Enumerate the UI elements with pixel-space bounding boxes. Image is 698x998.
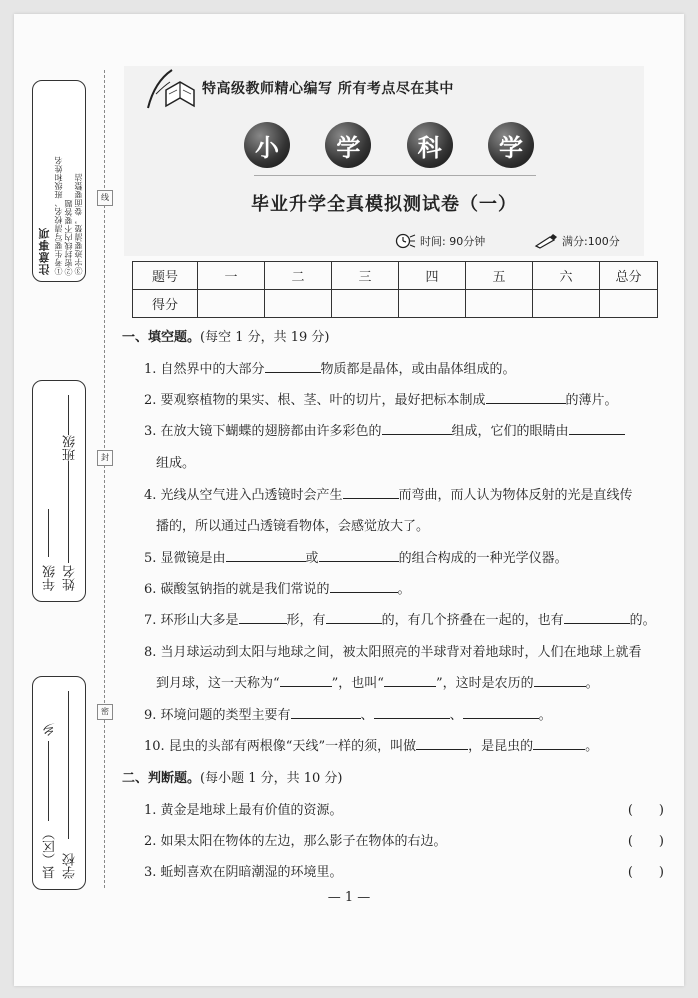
- question-4-cont: [156, 515, 429, 534]
- question-4: [144, 484, 633, 503]
- table-cell: 题号: [133, 262, 198, 290]
- question-text: 或: [305, 551, 319, 566]
- answer-blank[interactable]: [280, 674, 332, 687]
- question-text: 5. 显微镜是由: [144, 551, 226, 566]
- score-input-cell[interactable]: [466, 290, 533, 318]
- subject-char: 小: [244, 122, 290, 168]
- question-text: 物质都是晶体，或由晶体组成的。: [320, 362, 516, 377]
- question-text: 。: [585, 676, 599, 691]
- question-8-cont: [156, 672, 599, 691]
- answer-blank[interactable]: [534, 674, 586, 687]
- question-text: 的。: [629, 613, 656, 628]
- score-text: 满分:100分: [562, 235, 620, 248]
- student-info-box: [32, 380, 86, 602]
- judge-question-3: [144, 861, 343, 880]
- question-text: 2. 要观察植物的果实、根、茎、叶的切片，最好把标本制成: [144, 393, 486, 408]
- county-line: [48, 741, 49, 821]
- question-7: [144, 609, 656, 628]
- cut-mark-secret: 密: [97, 704, 113, 720]
- answer-blank[interactable]: [291, 706, 361, 719]
- time-info: [394, 233, 485, 249]
- notes-title: 注意事项: [38, 227, 51, 275]
- score-table-header-row: [133, 262, 658, 290]
- question-text: 。: [585, 739, 599, 754]
- question-10: [144, 735, 598, 754]
- town-label: 乡: [43, 723, 58, 736]
- section1-title: [122, 326, 330, 345]
- table-cell: 四: [399, 262, 466, 290]
- question-6: [144, 578, 411, 597]
- name-label: 姓名: [63, 565, 78, 591]
- question-text: 1. 黄金是地球上最有价值的资源。: [144, 803, 343, 818]
- answer-blank[interactable]: [569, 422, 625, 435]
- title-rule: [254, 175, 536, 176]
- section2-heading: 二、判断题。: [122, 771, 201, 786]
- answer-blank[interactable]: [382, 422, 452, 435]
- question-text: 10. 昆虫的头部有两根像“天线”一样的须，叫做: [144, 739, 417, 754]
- subject-char: 科: [407, 122, 453, 168]
- subject-char: 学: [488, 122, 534, 168]
- score-table: [132, 261, 658, 318]
- answer-paren[interactable]: ( ): [627, 803, 664, 818]
- grade-label: 年级: [43, 565, 58, 591]
- score-info: [534, 233, 620, 249]
- section1-note: (每空 1 分，共 19 分): [200, 330, 330, 345]
- answer-paren[interactable]: ( ): [627, 865, 664, 880]
- score-input-cell[interactable]: [399, 290, 466, 318]
- table-cell: 五: [466, 262, 533, 290]
- grade-line: [48, 509, 49, 557]
- table-cell: 二: [265, 262, 332, 290]
- question-text: 而弯曲，而人认为物体反射的光是直线传: [398, 488, 633, 503]
- cut-mark-line: 线: [97, 190, 113, 206]
- answer-blank[interactable]: [330, 580, 398, 593]
- time-text: 时间: 90分钟: [420, 235, 486, 248]
- answer-blank[interactable]: [343, 486, 399, 499]
- question-3-cont: [156, 452, 195, 471]
- question-text: 6. 碳酸氢钠指的就是我们常说的: [144, 582, 330, 597]
- question-text: 播的，所以通过凸透镜看物体，会感觉放大了。: [156, 519, 430, 534]
- table-cell: 三: [332, 262, 399, 290]
- page-number: — 1 —: [327, 890, 371, 905]
- book-quill-logo-icon: [142, 68, 198, 112]
- answer-blank[interactable]: [486, 391, 566, 404]
- section2-note: (每小题 1 分，共 10 分): [200, 771, 343, 786]
- judge-question-2: [144, 830, 447, 849]
- question-text: 2. 如果太阳在物体的左边，那么影子在物体的右边。: [144, 834, 447, 849]
- question-text: 、: [449, 708, 463, 723]
- question-text: 3. 蚯蚓喜欢在阴暗潮湿的环境里。: [144, 865, 343, 880]
- answer-blank[interactable]: [463, 706, 539, 719]
- table-cell: 得分: [133, 290, 198, 318]
- score-input-cell[interactable]: [533, 290, 600, 318]
- score-input-cell[interactable]: [198, 290, 265, 318]
- question-text: 的组合构成的一种光学仪器。: [398, 551, 568, 566]
- answer-blank[interactable]: [265, 360, 321, 373]
- school-info-box: [32, 676, 86, 890]
- question-text: 的薄片。: [565, 393, 618, 408]
- judge-question-1: [144, 799, 343, 818]
- school-label: 学校: [63, 853, 78, 879]
- score-input-cell[interactable]: [332, 290, 399, 318]
- exam-title: 毕业升学全真模拟测试卷（一）: [251, 194, 517, 215]
- question-text: ，是昆虫的: [468, 739, 534, 754]
- answer-blank[interactable]: [326, 611, 382, 624]
- question-5: [144, 547, 568, 566]
- answer-blank[interactable]: [416, 737, 468, 750]
- question-text: 。: [538, 708, 552, 723]
- question-text: 形，有: [286, 613, 326, 628]
- question-text: 到月球，这一天称为“: [156, 676, 280, 691]
- answer-blank[interactable]: [374, 706, 450, 719]
- question-text: 7. 环形山大多是: [144, 613, 239, 628]
- school-line: [68, 691, 69, 839]
- question-text: ”，也叫“: [331, 676, 384, 691]
- question-1: [144, 358, 516, 377]
- cut-mark-seal: 封: [97, 450, 113, 466]
- pencil-icon: [534, 233, 558, 249]
- question-9: [144, 704, 552, 723]
- question-text: ”，这时是农历的: [435, 676, 534, 691]
- question-text: 的，有几个挤叠在一起的，也有: [381, 613, 564, 628]
- question-text: 8. 当月球运动到太阳与地球之间，被太阳照亮的半球背对着地球时，人们在地球上就看: [144, 645, 642, 660]
- header-banner: [124, 66, 644, 256]
- section1-heading: 一、填空题。: [122, 330, 201, 345]
- question-2: [144, 389, 618, 408]
- clock-icon: [394, 233, 416, 249]
- question-8: [144, 641, 642, 660]
- answer-blank[interactable]: [384, 674, 436, 687]
- notes-box: [32, 80, 86, 282]
- question-text: 9. 环境问题的类型主要有: [144, 708, 291, 723]
- answer-blank[interactable]: [226, 549, 306, 562]
- answer-blank[interactable]: [564, 611, 630, 624]
- answer-paren[interactable]: ( ): [627, 834, 664, 849]
- question-text: 4. 光线从空气进入凸透镜时会产生: [144, 488, 343, 503]
- answer-blank[interactable]: [319, 549, 399, 562]
- table-cell: 总分: [600, 262, 658, 290]
- question-text: 、: [360, 708, 374, 723]
- subject-char: 学: [325, 122, 371, 168]
- class-label: 班级: [63, 435, 78, 461]
- question-3: [144, 420, 625, 439]
- question-text: 。: [397, 582, 411, 597]
- note-item: ③字迹要清楚，卷面要整洁: [74, 173, 83, 275]
- score-input-cell[interactable]: [265, 290, 332, 318]
- answer-blank[interactable]: [533, 737, 585, 750]
- note-item: ②密封线内不要答题: [64, 198, 73, 275]
- note-item: ①考生要写清校名、班级和姓名: [54, 156, 63, 275]
- score-input-cell[interactable]: [600, 290, 658, 318]
- county-label: 县（区）: [43, 827, 58, 879]
- name-line: [68, 395, 69, 563]
- question-text: 组成。: [156, 456, 196, 471]
- question-text: 3. 在放大镜下蝴蝶的翅膀都由许多彩色的: [144, 424, 382, 439]
- answer-blank[interactable]: [239, 611, 287, 624]
- question-text: 组成，它们的眼睛由: [451, 424, 569, 439]
- question-text: 1. 自然界中的大部分: [144, 362, 265, 377]
- slogan: 特高级教师精心编写 所有考点尽在其中: [202, 81, 454, 97]
- table-cell: 一: [198, 262, 265, 290]
- section2-title: [122, 767, 343, 786]
- score-table-score-row: [133, 290, 658, 318]
- table-cell: 六: [533, 262, 600, 290]
- subject-title: [244, 122, 534, 178]
- exam-page: [14, 14, 684, 986]
